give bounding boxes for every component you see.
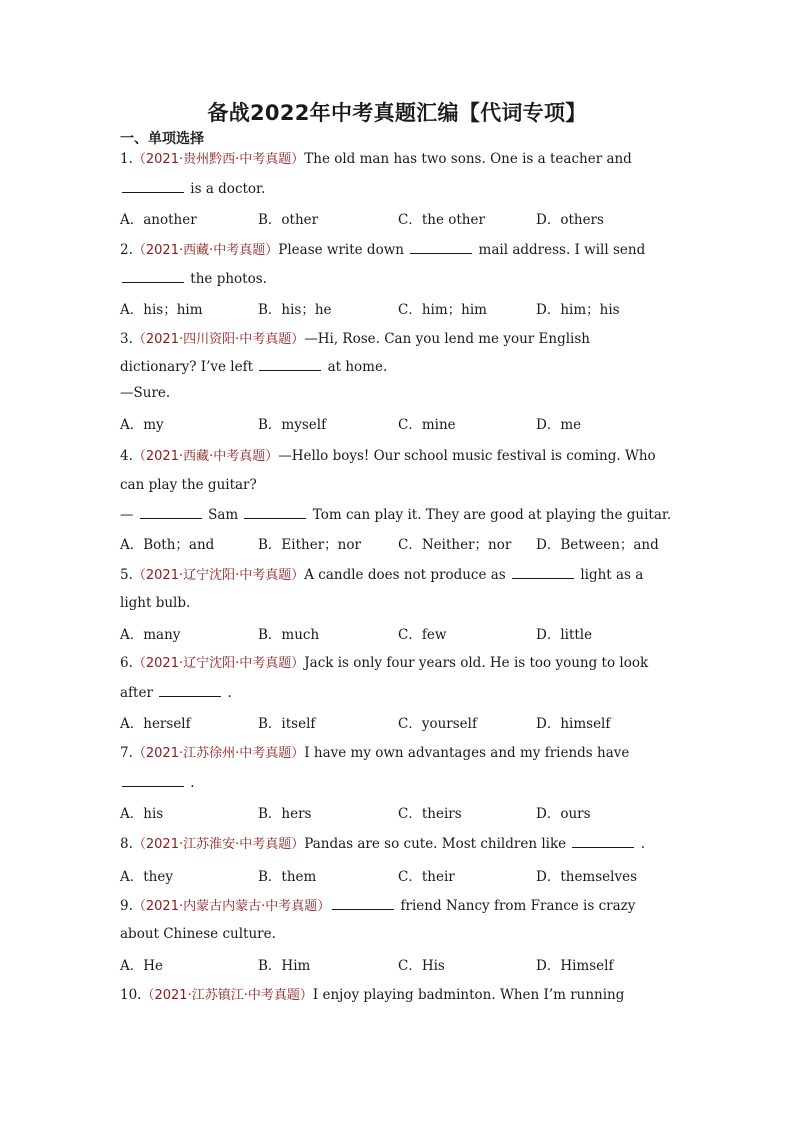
option-c: C．their [398, 869, 455, 885]
question-number: 3. [120, 331, 133, 347]
option-d: D．little [536, 627, 593, 643]
question-text: about Chinese culture. [120, 926, 276, 942]
answer-blank [244, 505, 306, 519]
question-line [120, 447, 656, 466]
option-c: C．him；him [398, 302, 487, 318]
question-line [120, 986, 624, 1005]
answer-blank [122, 179, 184, 193]
question-line [120, 269, 267, 288]
question-line [120, 773, 195, 792]
question-text: Jack is only four years old. He is too young to look [304, 655, 649, 671]
question-line [120, 179, 265, 198]
answer-blank [159, 683, 221, 697]
question-source: （2021·内蒙古内蒙古·中考真题） [132, 899, 331, 914]
answer-options [120, 623, 680, 641]
question-line [120, 594, 190, 612]
question-source: （2021·辽宁沈阳·中考真题） [132, 656, 305, 671]
question-number: 1. [120, 151, 133, 167]
question-source: （2021·西藏·中考真题） [132, 243, 279, 258]
answer-blank [512, 565, 574, 579]
question-line [120, 384, 170, 402]
option-a: A．many [120, 627, 181, 643]
option-d: D．me [536, 417, 582, 433]
option-c: C．the other [398, 212, 485, 228]
answer-blank [410, 240, 472, 254]
answer-options [120, 802, 680, 820]
question-number: 7. [120, 745, 133, 761]
question-number: 6. [120, 655, 133, 671]
question-text: Sam [203, 507, 243, 523]
option-a: A．herself [120, 716, 191, 732]
option-c: C．yourself [398, 716, 477, 732]
question-line [120, 925, 276, 943]
question-text: I enjoy playing badminton. When I’m running [312, 987, 625, 1003]
question-line [120, 150, 632, 169]
option-a: A．they [120, 869, 173, 885]
question-source: （2021·贵州黔西·中考真题） [132, 152, 305, 167]
question-text: . [223, 685, 232, 701]
question-line [120, 654, 648, 673]
answer-blank [140, 505, 202, 519]
option-d: D．Between；and [536, 537, 659, 553]
document-title: 备战2022年中考真题汇编【代词专项】 [207, 101, 587, 125]
answer-options [120, 712, 680, 730]
option-a: A．He [120, 958, 164, 974]
option-b: B．hers [258, 806, 312, 822]
question-source: （2021·江苏镇江·中考真题） [141, 988, 313, 1003]
question-text: can play the guitar? [120, 477, 257, 493]
question-text: — [120, 507, 138, 523]
question-line [120, 834, 645, 854]
option-b: B．Him [258, 958, 311, 974]
question-source: （2021·四川资阳·中考真题） [132, 332, 305, 347]
answer-options [120, 865, 680, 883]
option-b: B．itself [258, 716, 316, 732]
question-line [120, 330, 590, 349]
option-d: D．Himself [536, 958, 614, 974]
answer-blank [572, 834, 634, 848]
option-a: A．Both；and [120, 537, 215, 553]
question-source: （2021·西藏·中考真题） [132, 449, 279, 464]
answer-options [120, 298, 680, 316]
option-b: B．myself [258, 417, 327, 433]
question-text: is a doctor. [186, 181, 266, 197]
question-text: dictionary? I’ve left [120, 359, 258, 375]
option-b: B．much [258, 627, 320, 643]
option-c: C．mine [398, 417, 456, 433]
option-d: D．him；his [536, 302, 620, 318]
question-text: . [186, 775, 195, 791]
option-a: A．my [120, 417, 164, 433]
answer-options [120, 533, 680, 551]
option-d: D．ours [536, 806, 591, 822]
question-text: mail address. I will send [474, 242, 646, 258]
answer-blank [332, 896, 394, 910]
question-text: at home. [323, 359, 388, 375]
question-text: I have my own advantages and my friends have [304, 745, 630, 761]
option-b: B．them [258, 869, 317, 885]
option-d: D．others [536, 212, 604, 228]
option-c: C．few [398, 627, 447, 643]
question-number: 10. [120, 987, 142, 1003]
question-line [120, 505, 671, 524]
question-line [120, 476, 257, 494]
option-b: B．his；he [258, 302, 332, 318]
question-text: after [120, 685, 158, 701]
question-number: 9. [120, 898, 133, 914]
question-line [120, 896, 635, 916]
question-text: Tom can play it. They are good at playing the guitar. [308, 507, 672, 523]
question-text: the photos. [186, 271, 267, 287]
option-a: A．his；him [120, 302, 203, 318]
question-text: friend Nancy from France is crazy [396, 898, 636, 914]
question-number: 2. [120, 242, 133, 258]
question-text: —Hi, Rose. Can you lend me your English [304, 331, 590, 347]
option-c: C．His [398, 958, 445, 974]
option-a: A．his [120, 806, 164, 822]
question-number: 5. [120, 567, 133, 583]
section-heading: 一、单项选择 [120, 131, 204, 147]
answer-blank [259, 357, 321, 371]
question-text: The old man has two sons. One is a teacher and [304, 151, 632, 167]
option-b: B．Either；nor [258, 537, 361, 553]
question-line [120, 357, 387, 376]
option-c: C．Neither；nor [398, 537, 512, 553]
question-text: Pandas are so cute. Most children like [304, 836, 571, 852]
option-b: B．other [258, 212, 319, 228]
answer-options [120, 413, 680, 431]
question-text: —Hello boys! Our school music festival is coming. Who [278, 448, 656, 464]
question-number: 4. [120, 448, 133, 464]
option-d: D．themselves [536, 869, 638, 885]
question-number: 8. [120, 836, 133, 852]
question-text: light as a [576, 567, 644, 583]
question-text: Please write down [278, 242, 409, 258]
question-source: （2021·江苏淮安·中考真题） [132, 837, 305, 852]
question-line [120, 683, 232, 702]
answer-options [120, 208, 680, 226]
question-line [120, 744, 629, 763]
question-text: light bulb. [120, 595, 191, 611]
question-source: （2021·辽宁沈阳·中考真题） [132, 568, 305, 583]
option-a: A．another [120, 212, 197, 228]
question-line [120, 240, 645, 260]
question-text: . [636, 836, 646, 852]
answer-blank [122, 269, 184, 283]
answer-options [120, 954, 680, 972]
option-c: C．theirs [398, 806, 462, 822]
question-source: （2021·江苏徐州·中考真题） [132, 746, 305, 761]
answer-blank [122, 773, 184, 787]
option-d: D．himself [536, 716, 611, 732]
question-text: —Sure. [120, 385, 171, 401]
question-line [120, 565, 643, 585]
question-text: A candle does not produce as [304, 567, 511, 583]
